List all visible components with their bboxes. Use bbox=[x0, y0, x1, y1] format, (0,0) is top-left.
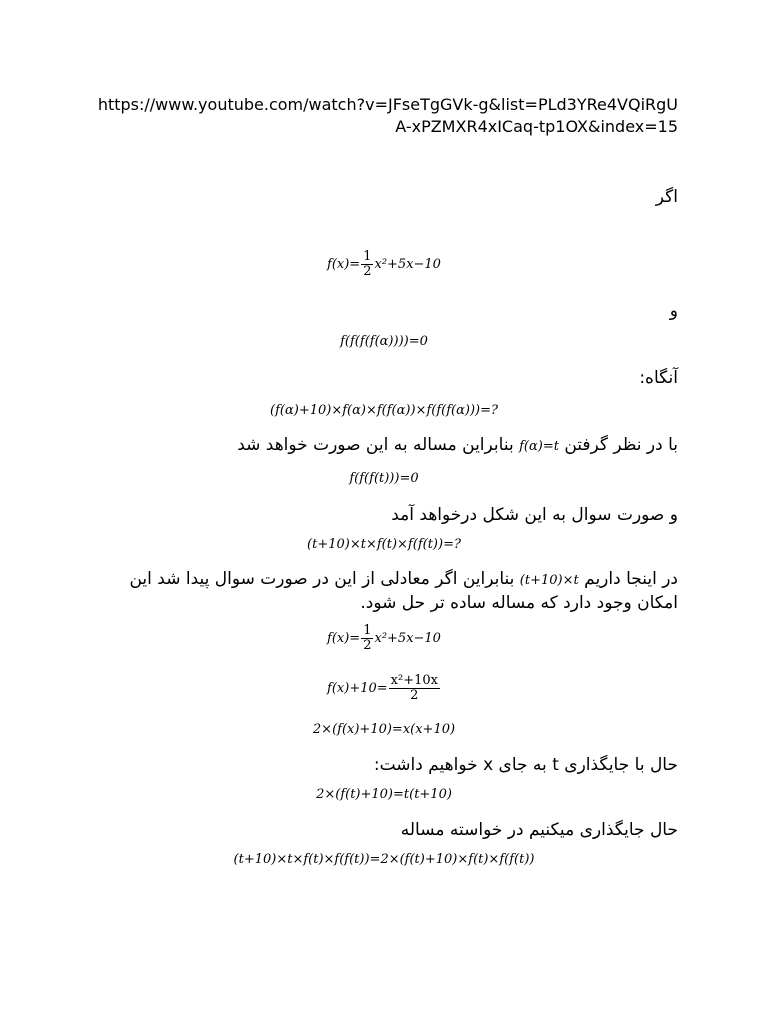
inline-f-alpha-equals-t: f(α)=t bbox=[519, 439, 559, 454]
source-url-link[interactable]: https://www.youtube.com/watch?v=JFseTgGVk-g&list=PLd3YRe4VQiRgUA-xPZMXR4xICaq-tp1OX&index=15 bbox=[97, 95, 678, 136]
equation-fff-t: f(f(f(t)))=0 bbox=[349, 471, 419, 486]
equation-question-t: (t+10)×t×f(t)×f(f(t))=? bbox=[307, 537, 461, 552]
eq7-fraction: $\frac{\text{x²+10x}}{2}$ bbox=[390, 673, 438, 703]
equation-final-substitution: (t+10)×t×f(t)×f(f(t))=2×(f(t)+10)×f(t)×f(f(t)) bbox=[233, 852, 535, 867]
eq1-rhs: x²+5x−10 bbox=[374, 257, 441, 272]
text-angah: آنگاه: bbox=[639, 368, 678, 388]
equation-fx-definition-repeat: f(x)= $\frac{1}{2}$ x²+5x−10 bbox=[327, 623, 441, 653]
text-agar: اگر bbox=[655, 187, 678, 207]
inline-t-plus-10-times-t: (t+10)×t bbox=[519, 573, 579, 588]
equation-question-alpha: (f(α)+10)×f(α)×f(f(α))×f(f(f(α)))=? bbox=[270, 403, 498, 418]
text-ba-dar-nazar: با در نظر گرفتن f(α)=t بنابراین مساله به این صورت خواهد شد bbox=[237, 435, 678, 455]
text-va: و bbox=[669, 301, 678, 321]
equation-ffff-alpha: f(f(f(f(α))))=0 bbox=[340, 334, 428, 349]
equation-fx-definition bbox=[0, 250, 768, 279]
text-hal-jaygozari-khasteh: حال جایگذاری میکنیم در خواسته مساله bbox=[400, 820, 678, 840]
text-hal-ba-jaygozari: حال با جایگذاری t به جای x خواهیم داشت: bbox=[373, 755, 678, 775]
eq1-lhs: f(x)= bbox=[327, 257, 361, 272]
equation-2-times-ft-plus-10: 2×(f(t)+10)=t(t+10) bbox=[316, 787, 452, 802]
equation-2-times-fx-plus-10: 2×(f(x)+10)=x(x+10) bbox=[312, 722, 456, 737]
text-paragraph-equivalent: در اینجا داریم (t+10)×t بنابراین اگر معادلی از این در صورت سوال پیدا شد این امکان وجود دارد که مساله ساده تر حل شود. bbox=[129, 569, 678, 613]
text-surat-soal: و صورت سوال به این شکل درخواهد آمد bbox=[391, 505, 678, 525]
equation-fx-plus-10: f(x)+10= $\frac{\text{x²+10x}}{2}$ bbox=[327, 673, 438, 703]
eq6-fraction: $\frac{1}{2}$ bbox=[363, 623, 372, 653]
eq1-fraction: $\frac{1}{2}$ bbox=[363, 249, 372, 279]
